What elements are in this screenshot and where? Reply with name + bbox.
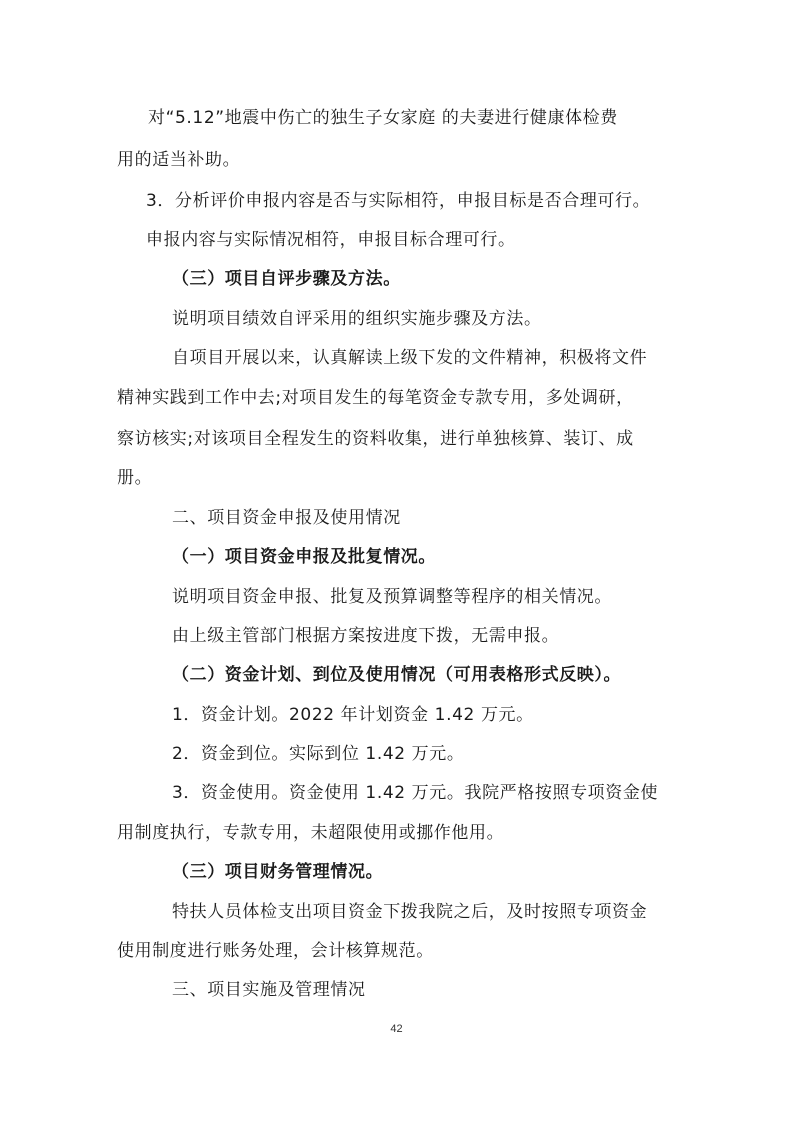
section-heading: （二）资金计划、到位及使用情况（可用表格形式反映）。 — [172, 665, 622, 685]
numbered-item: 3．资金使用。资金使用 1.42 万元。我院严格按照专项资金使 — [172, 783, 659, 803]
body-paragraph-line: 说明项目绩效自评采用的组织实施步骤及方法。 — [172, 309, 542, 329]
chapter-heading: 三、项目实施及管理情况 — [172, 980, 366, 1000]
section-heading: （一）项目资金申报及批复情况。 — [172, 547, 436, 567]
numbered-item: 3．分析评价申报内容是否与实际相符，申报目标是否合理可行。 — [146, 191, 651, 211]
body-paragraph-line: 用制度执行，专款专用，未超限使用或挪作他用。 — [117, 823, 505, 843]
chapter-heading: 二、项目资金申报及使用情况 — [172, 508, 401, 528]
section-heading: （三）项目自评步骤及方法。 — [172, 269, 401, 289]
body-paragraph-line: 用的适当补助。 — [117, 150, 241, 170]
body-paragraph-line: 申报内容与实际情况相符，申报目标合理可行。 — [146, 230, 516, 250]
body-paragraph-line: 说明项目资金申报、批复及预算调整等程序的相关情况。 — [172, 587, 612, 607]
body-paragraph-line: 特扶人员体检支出项目资金下拨我院之后，及时按照专项资金 — [172, 902, 648, 922]
numbered-item: 1．资金计划。2022 年计划资金 1.42 万元。 — [172, 705, 534, 725]
body-paragraph-line: 自项目开展以来，认真解读上级下发的文件精神，积极将文件 — [172, 348, 648, 368]
body-paragraph-line: 对“5.12”地震中伤亡的独生子女家庭 的夫妻进行健康体检费 — [148, 108, 618, 128]
section-heading: （三）项目财务管理情况。 — [172, 862, 384, 882]
body-paragraph-line: 察访核实;对该项目全程发生的资料收集，进行单独核算、装订、成 — [117, 429, 634, 449]
body-paragraph-line: 精神实践到工作中去;对项目发生的每笔资金专款专用，多处调研， — [117, 388, 634, 408]
page-number: 42 — [390, 1023, 403, 1035]
body-paragraph-line: 由上级主管部门根据方案按进度下拨，无需申报。 — [172, 626, 560, 646]
body-paragraph-line: 册。 — [117, 468, 153, 488]
numbered-item: 2．资金到位。实际到位 1.42 万元。 — [172, 744, 465, 764]
body-paragraph-line: 使用制度进行账务处理，会计核算规范。 — [117, 941, 434, 961]
